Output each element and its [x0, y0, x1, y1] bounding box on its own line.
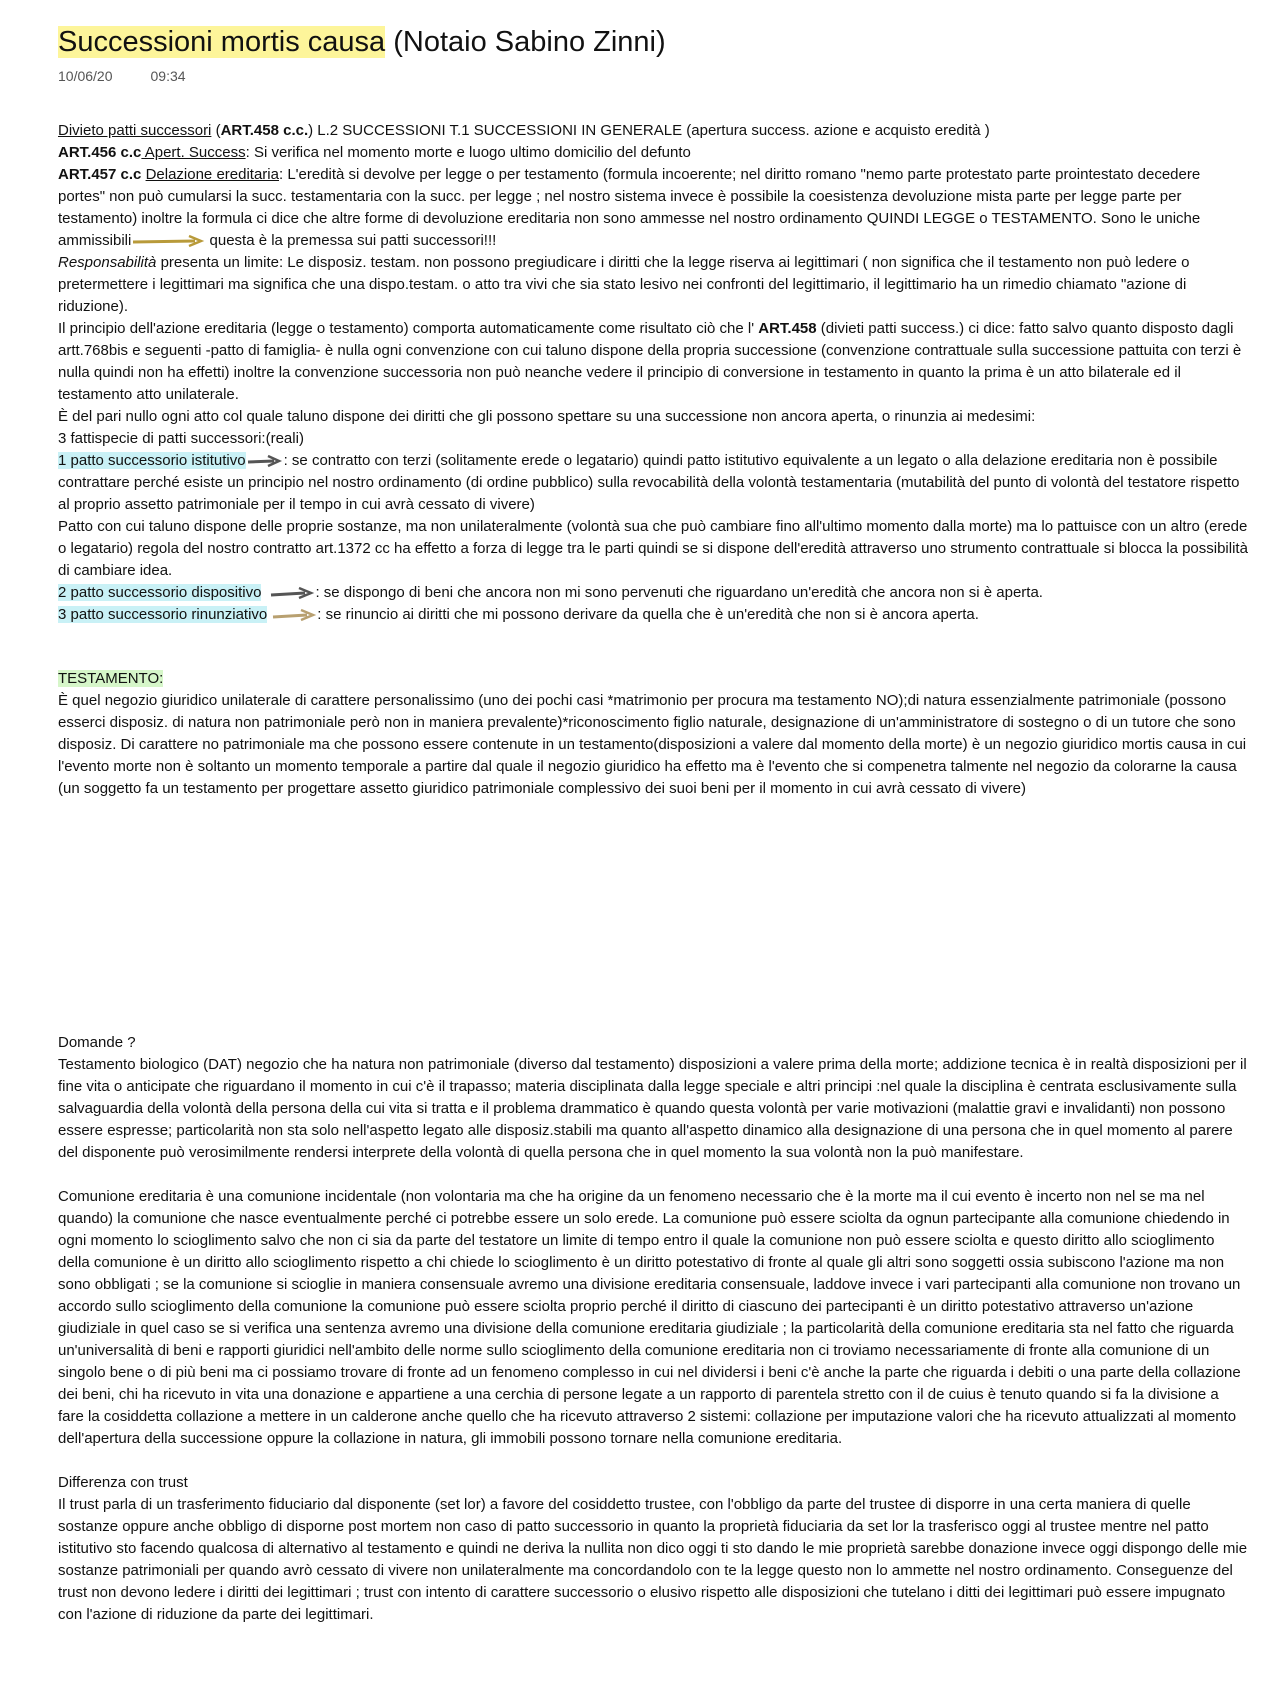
- title-rest: (Notaio Sabino Zinni): [385, 26, 666, 58]
- text: presenta un limite: Le disposiz. testam. non possono pregiudicare i diritti che la legge riserva ai legittimari ( non significa che il testamento non può ledere o pretermettere i legittimari ma significa che una dispo.testam. o atto tra vivi che sia stato lesivo nei confronti del legittimario, il legittimario ha un rimedio chiamato "azione di riduzione).: [58, 254, 1190, 315]
- text: (divieti patti success.) ci dice: fatto salvo quanto disposto dagli artt.768bis e seguenti -patto di famiglia- è nulla ogni convenzione con cui taluno dispone della propria successione (convenzione contrattuale sulla successione pattuita con terzi è nulla quindi non ha effetti) inoltre la convenzione successoria non può neanche vedere il principio di conversione in testamento in quanto la prima è un atto bilaterale ed il testamento atto unilaterale.: [58, 320, 1242, 403]
- apert-success: Apert. Success: [141, 144, 246, 161]
- text: (: [211, 122, 221, 139]
- responsabilita-label: Responsabilità: [58, 254, 157, 271]
- arrow-right-icon: [131, 234, 205, 248]
- testamento-section: [58, 668, 1248, 800]
- note-meta: [58, 68, 1248, 88]
- patto-3-highlight: 3 patto successorio rinunziativo: [58, 606, 268, 623]
- patto-2-line: [58, 582, 1248, 604]
- testamento-heading: [58, 668, 1248, 690]
- trust-body: Il trust parla di un trasferimento fiduciario dal disponente (set lor) a favore del cosiddetto trustee, con l'obbligo da parte del trustee di disporre in una certa maniera di quelle sostanze oppure anche obbligo di disporne post mortem non caso di patto successorio in quanto la proprietà fiduciaria da set lor la trasferisco oggi al trustee mentre nel patto istitutivo sto facendo qualcosa di alternativo al testamento e quindi ne deriva la nullita non dico oggi ti sto dando le mie proprietà sarebbe donazione invece oggi dispongo delle mie sostanze patrimoniali per quando avrò cessato di vivere non unilateralmente ma concordandolo con te la legge questo non lo ammette nel nostro ordinamento. Conseguenze del trust non devono ledere i diritti dei legittimari ; trust con intento di carattere successorio o elusivo rispetto alle disposizioni che tutelano i ditti dei legittimari può essere impugnato con l'azione di riduzione da parte dei legittimari.: [58, 1496, 1248, 1623]
- intro-line-3: [58, 164, 1248, 252]
- comunione-body: Comunione ereditaria è una comunione incidentale (non volontaria ma che ha origine da un fenomeno necessario che è la morte ma il cui evento è incerto non nel se ma nel quando) la comunione che nasce eventualmente perché ci potrebbe essere un solo erede. La comunione può essere sciolta da ognun partecipante alla comunione chiedendo in ogni momento lo scioglimento salvo che non ci sia da parte del testatore un limite di tempo entro il quale la comunione non può essere sciolta e questo diritto allo scioglimento della comunione è un diritto allo scioglimento rispetto a chi chiede lo scioglimento è un diritto potestativo di fronte al quale gli altri sono soggetti ossia subiscono l'azione ma non sono obbligati ; se la comunione si scioglie in maniera consensuale avremo una divisione ereditaria consensuale, laddove invece i vari partecipanti alla comunione non trovano un accordo sullo scioglimento della comunione la comunione può essere sciolta proprio perché il diritto di ciascuno dei partecipanti è un diritto potestativo attraverso un'azione giudiziale in quel caso se si verifica una sentenza avremo una divisione della comunione ereditaria giudiziale ; la particolarità della comunione ereditaria sta nel fatto che riguarda un'universalità di beni e rapporti giuridici nell'ambito delle norme sullo scioglimento della comunione ereditaria non ci troviamo necessariamente di fronte alla comunione di un singolo bene o di più beni ma ci possiamo trovare di fronte ad un fenomeno complesso in cui nel dividersi i beni c'è anche la parte che riguarda i debiti o una parte della collazione dei beni, chi ha ricevuto in vita una donazione e appartiene a una cerchia di persone legate a un rapporto di parentela stretto con il de cuius è tenuto quando si fa la divisione a fare la cosiddetta collazione a mettere in un calderone anche quello che ha ricevuto attraverso 2 sistemi: collazione per imputazione valori che ha ricevuto attualizzati al momento dell'apertura della successione oppure la collazione in natura, gli immobili possono tornare nella comunione ereditaria.: [58, 1188, 1241, 1447]
- intro-line-2: [58, 142, 1248, 164]
- page-title: [58, 22, 1248, 62]
- note-date: 10/06/20: [58, 68, 113, 84]
- divieto-link: Divieto patti successori: [58, 122, 212, 139]
- note-page: [58, 22, 1248, 1623]
- text: se contratto con terzi (solitamente erede o legatario) quindi patto istitutivo equivalente a un legato o alla delazione ereditaria non è possibile contrattare perché esiste un principio nel nostro ordinamento (di ordine pubblico) sulla revocabilità della volontà testamentaria (mutabilità del punto di volontà del testatore rispetto al proprio assetto patrimoniale per il tempo in cui avrà cessato di vivere): [58, 452, 1240, 513]
- text: : L'eredità si devolve per legge o per testamento (formula incoerente; nel diritto romano "nemo parte protestato parte prointestato decedere portes" non può cumularsi la succ. testamentaria con la succ. per legge ; nel nostro sistema invece è possibile la coesistenza devoluzione mista parte per legge parte per testamento) inoltre la formula ci dice che altre forme di devoluzione ereditaria non sono ammesse nel nostro ordinamento QUINDI LEGGE o TESTAMENTO. Sono le uniche ammissibili: [58, 166, 1201, 249]
- arrow-right-icon: [269, 586, 315, 600]
- arrow-right-icon: [271, 608, 317, 622]
- title-highlight: Successioni mortis causa: [58, 26, 386, 58]
- trust-heading: Differenza con trust: [58, 1474, 188, 1491]
- art-456: ART.456 c.c: [58, 144, 142, 161]
- patto-3-line: [58, 604, 1248, 626]
- art-457: ART.457 c.c: [58, 166, 142, 183]
- domande-heading: Domande ?: [58, 1034, 136, 1051]
- note-time: 09:34: [150, 68, 186, 84]
- principio-paragraph: [58, 318, 1248, 406]
- patto-paragraph: Patto con cui taluno dispone delle proprie sostanze, ma non unilateralmente (volontà sua che può cambiare fino all'ultimo momento dalla morte) ma lo pattuisce con un altro (erede o legatario) regola del nostro contratto art.1372 cc ha effetto a forza di legge tra le parti quindi se si dispone dell'eredità attraverso uno strumento contrattuale si blocca la possibilità di cambiare idea.: [58, 518, 1248, 579]
- delazione-ereditaria: Delazione ereditaria: [145, 166, 279, 183]
- text: : se dispongo di beni che ancora non mi sono pervenuti che riguardano un'eredità che ancora non si è aperta.: [315, 584, 1043, 601]
- arrow-right-icon: [246, 454, 284, 468]
- art-458: ART.458 c.c.: [220, 122, 309, 139]
- responsabilita-paragraph: [58, 252, 1248, 318]
- text: :: [283, 452, 288, 469]
- text: ) L.2 SUCCESSIONI T.1 SUCCESSIONI IN GENERALE (apertura success. azione e acquisto eredità ): [308, 122, 990, 139]
- text: : se rinuncio ai diritti che mi possono derivare da quella che è un'eredità che non si è ancora aperta.: [317, 606, 979, 623]
- text: questa è la premessa sui patti successori!!!: [205, 232, 497, 249]
- patto-1-paragraph: [58, 450, 1248, 516]
- intro-line-1: [58, 120, 1248, 142]
- testamento-heading-text: TESTAMENTO:: [58, 670, 164, 687]
- fattispecie-line: 3 fattispecie di patti successori:(reali): [58, 430, 304, 447]
- patto-1-highlight: 1 patto successorio istitutivo: [58, 452, 246, 469]
- lower-section: [58, 1032, 1248, 1626]
- patto-2-highlight: 2 patto successorio dispositivo: [58, 584, 262, 601]
- text: Il principio dell'azione ereditaria (legge o testamento) comporta automaticamente come risultato ciò che l': [58, 320, 759, 337]
- art-458-ref: ART.458: [758, 320, 817, 337]
- testamento-body: È quel negozio giuridico unilaterale di carattere personalissimo (uno dei pochi casi *matrimonio per procura ma testamento NO);di natura essenzialmente patrimoniale (possono esserci disposiz. di natura non patrimoniale però non in maniera prevalente)*riconoscimento figlio naturale, designazione di un'amministratore di sostegno o di un tutore che sono disposiz. Di carattere no patrimoniale ma che possono essere contenute in un testamento(disposizioni a valere dal momento della morte) è un negozio giuridico mortis causa in cui l'evento morte non è soltanto un momento temporale a partire dal quale il negozio giuridico ha effetto ma è l'evento che si compenetra talmente nel negozio da colorarne la causa (un soggetto fa un testamento per progettare assetto giuridico patrimoniale complessivo dei suoi beni per il momento in cui avrà cessato di vivere): [58, 692, 1247, 797]
- domande-body: Testamento biologico (DAT) negozio che ha natura non patrimoniale (diverso dal testamento) disposizioni a valere prima della morte; addizione tecnica è in realtà disposizioni per il fine vita o anticipate che riguardano il momento in cui c'è il trapasso; materia disciplinata dalla legge speciale e altri principi :nel quale la disciplina è centrata esclusivamente sulla salvaguardia della volontà della persona della cui vita si tratta e il problema drammatico è quando questa volontà per varie motivazioni (malattie gravi e invalidanti) non possono essere espresse; particolarità non sta solo nell'aspetto legato alle disposiz.stabili ma quanto all'aspetto dinamico alla designazione di una persona che in quel momento al parere del disponente può verosimilmente rendersi interprete della volontà di quella persona che in quel momento la sua volontà non la può manifestare.: [58, 1056, 1247, 1161]
- intro-section: [58, 120, 1248, 626]
- pari-paragraph: È del pari nullo ogni atto col quale taluno dispone dei diritti che gli possono spettare su una successione non ancora aperta, o rinunzia ai medesimi:: [58, 408, 1036, 425]
- text: : Si verifica nel momento morte e luogo ultimo domicilio del defunto: [245, 144, 691, 161]
